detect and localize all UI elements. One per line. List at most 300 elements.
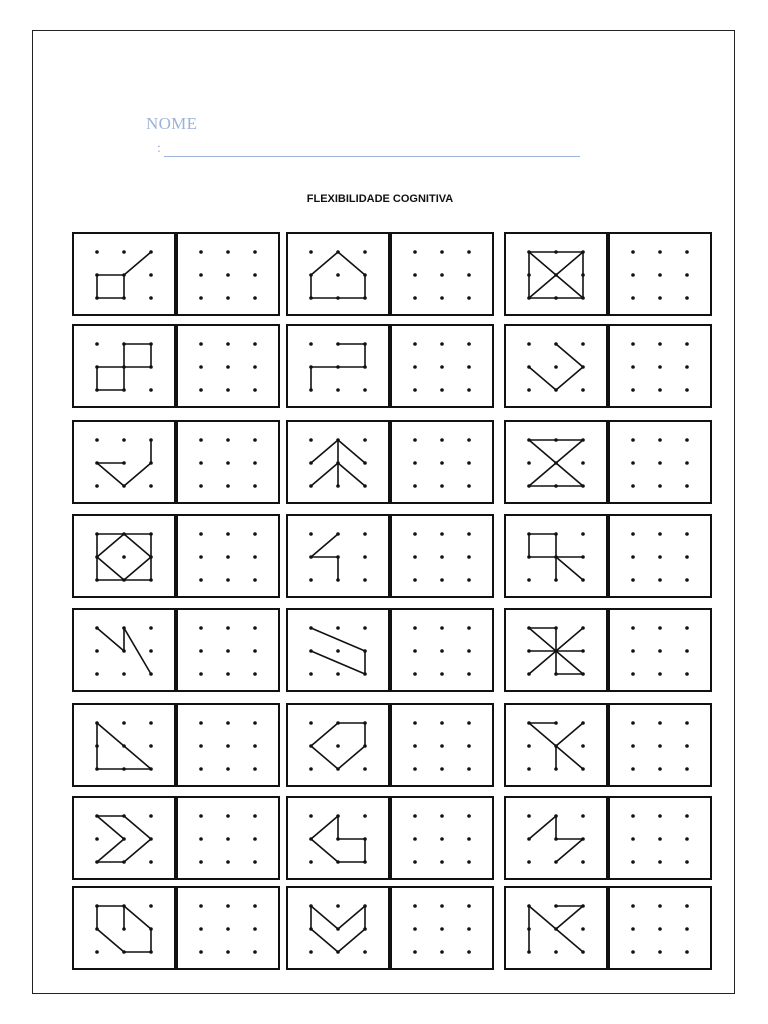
- grid-dot: [467, 626, 471, 630]
- grid-dot: [631, 744, 635, 748]
- answer-box-r5c1[interactable]: [177, 609, 279, 691]
- grid-dot: [467, 649, 471, 653]
- grid-dot: [554, 950, 558, 954]
- grid-dot: [631, 342, 635, 346]
- grid-dot: [226, 814, 230, 818]
- grid-dot: [309, 438, 313, 442]
- model-box-r8c2: [287, 887, 389, 969]
- grid-dot: [685, 365, 689, 369]
- answer-box-r7c2[interactable]: [391, 797, 493, 879]
- grid-dot: [440, 927, 444, 931]
- grid-dot: [631, 578, 635, 582]
- grid-dot: [413, 927, 417, 931]
- grid-dot: [413, 273, 417, 277]
- model-box-r3c2: [287, 421, 389, 503]
- grid-dot: [336, 388, 340, 392]
- grid-dot: [631, 626, 635, 630]
- grid-dot: [527, 461, 531, 465]
- grid-dot: [467, 296, 471, 300]
- grid-dot: [413, 532, 417, 536]
- grid-dot: [226, 484, 230, 488]
- grid-dot: [336, 626, 340, 630]
- grid-dot: [685, 927, 689, 931]
- grid-dot: [440, 461, 444, 465]
- grid-dot: [685, 837, 689, 841]
- grid-dot: [467, 837, 471, 841]
- grid-dot: [413, 950, 417, 954]
- grid-dot: [413, 555, 417, 559]
- grid-dot: [631, 814, 635, 818]
- grid-dot: [253, 767, 257, 771]
- answer-box-r1c2[interactable]: [391, 233, 493, 315]
- model-box-r4c1: [73, 515, 175, 597]
- grid-dot: [199, 860, 203, 864]
- grid-dot: [631, 927, 635, 931]
- model-box-r1c3: [505, 233, 607, 315]
- grid-dot: [336, 649, 340, 653]
- grid-dot: [199, 555, 203, 559]
- grid-dot: [95, 649, 99, 653]
- grid-dot: [467, 950, 471, 954]
- grid-dot: [554, 365, 558, 369]
- grid-dot: [413, 365, 417, 369]
- grid-dot: [440, 438, 444, 442]
- grid-dot: [363, 814, 367, 818]
- grid-dot: [527, 767, 531, 771]
- answer-box-r8c3[interactable]: [609, 887, 711, 969]
- grid-dot: [199, 814, 203, 818]
- grid-dot: [527, 814, 531, 818]
- grid-dot: [658, 860, 662, 864]
- grid-dot: [467, 250, 471, 254]
- grid-dot: [685, 578, 689, 582]
- answer-box-r3c1[interactable]: [177, 421, 279, 503]
- grid-dot: [253, 532, 257, 536]
- grid-dot: [527, 860, 531, 864]
- grid-dot: [631, 904, 635, 908]
- answer-box-r2c3[interactable]: [609, 325, 711, 407]
- grid-dot: [253, 814, 257, 818]
- grid-dot: [199, 767, 203, 771]
- grid-dot: [658, 837, 662, 841]
- grid-dot: [253, 273, 257, 277]
- grid-dot: [363, 767, 367, 771]
- grid-dot: [685, 250, 689, 254]
- grid-dot: [253, 860, 257, 864]
- grid-dot: [149, 860, 153, 864]
- grid-dot: [309, 721, 313, 725]
- grid-dot: [440, 296, 444, 300]
- grid-dot: [336, 273, 340, 277]
- grid-dot: [467, 365, 471, 369]
- grid-dot: [363, 388, 367, 392]
- grid-dot: [631, 250, 635, 254]
- grid-dot: [467, 721, 471, 725]
- grid-dot: [413, 388, 417, 392]
- grid-dot: [413, 744, 417, 748]
- grid-dot: [149, 744, 153, 748]
- model-box-r8c3: [505, 887, 607, 969]
- grid-dot: [685, 461, 689, 465]
- grid-dot: [199, 837, 203, 841]
- grid-dot: [122, 721, 126, 725]
- grid-dot: [440, 342, 444, 346]
- grid-dot: [685, 672, 689, 676]
- answer-box-r2c2[interactable]: [391, 325, 493, 407]
- grid-dot: [253, 461, 257, 465]
- grid-dot: [440, 484, 444, 488]
- grid-dot: [253, 342, 257, 346]
- grid-dot: [658, 649, 662, 653]
- grid-dot: [631, 721, 635, 725]
- grid-dot: [309, 532, 313, 536]
- grid-dot: [467, 273, 471, 277]
- grid-dot: [199, 744, 203, 748]
- grid-dot: [658, 672, 662, 676]
- grid-dot: [226, 904, 230, 908]
- grid-dot: [309, 767, 313, 771]
- grid-dot: [253, 837, 257, 841]
- answer-box-r3c2[interactable]: [391, 421, 493, 503]
- grid-dot: [149, 388, 153, 392]
- model-box-r7c1: [73, 797, 175, 879]
- grid-dot: [685, 532, 689, 536]
- grid-dot: [440, 578, 444, 582]
- grid-dot: [413, 814, 417, 818]
- grid-dot: [413, 296, 417, 300]
- answer-box-r8c2[interactable]: [391, 887, 493, 969]
- grid-dot: [95, 438, 99, 442]
- grid-dot: [440, 860, 444, 864]
- grid-dot: [685, 296, 689, 300]
- worksheet-title: FLEXIBILIDADE COGNITIVA: [306, 193, 454, 205]
- grid-dot: [149, 626, 153, 630]
- grid-dot: [581, 814, 585, 818]
- grid-dot: [413, 342, 417, 346]
- grid-dot: [253, 388, 257, 392]
- grid-dot: [199, 438, 203, 442]
- grid-dot: [658, 904, 662, 908]
- grid-dot: [226, 744, 230, 748]
- grid-dot: [467, 532, 471, 536]
- grid-dot: [440, 532, 444, 536]
- grid-dot: [253, 904, 257, 908]
- grid-dot: [440, 814, 444, 818]
- grid-dot: [413, 904, 417, 908]
- grid-dot: [199, 461, 203, 465]
- model-box-r6c1: [73, 704, 175, 786]
- grid-dot: [226, 837, 230, 841]
- grid-dot: [440, 365, 444, 369]
- grid-dot: [253, 626, 257, 630]
- grid-dot: [309, 950, 313, 954]
- answer-box-r4c2[interactable]: [391, 515, 493, 597]
- grid-dot: [658, 555, 662, 559]
- grid-dot: [685, 744, 689, 748]
- grid-dot: [631, 767, 635, 771]
- grid-dot: [199, 578, 203, 582]
- grid-dot: [685, 814, 689, 818]
- grid-dot: [413, 626, 417, 630]
- grid-dot: [581, 461, 585, 465]
- model-box-r5c1: [73, 609, 175, 691]
- grid-dot: [685, 438, 689, 442]
- grid-dot: [253, 250, 257, 254]
- answer-box-r6c2[interactable]: [391, 704, 493, 786]
- grid-dot: [581, 342, 585, 346]
- grid-dot: [253, 927, 257, 931]
- grid-dot: [253, 578, 257, 582]
- grid-dot: [685, 484, 689, 488]
- grid-dot: [658, 927, 662, 931]
- grid-dot: [199, 626, 203, 630]
- grid-dot: [581, 532, 585, 536]
- grid-dot: [95, 484, 99, 488]
- grid-dot: [658, 342, 662, 346]
- grid-dot: [467, 904, 471, 908]
- grid-dot: [631, 365, 635, 369]
- grid-dot: [199, 388, 203, 392]
- grid-dot: [631, 860, 635, 864]
- grid-dot: [199, 532, 203, 536]
- grid-dot: [527, 388, 531, 392]
- grid-dot: [199, 273, 203, 277]
- grid-dot: [467, 860, 471, 864]
- grid-dot: [149, 814, 153, 818]
- grid-dot: [440, 250, 444, 254]
- grid-dot: [658, 578, 662, 582]
- grid-dot: [658, 721, 662, 725]
- grid-dot: [253, 950, 257, 954]
- grid-dot: [440, 837, 444, 841]
- grid-dot: [658, 626, 662, 630]
- model-box-r4c3: [505, 515, 607, 597]
- grid-dot: [226, 767, 230, 771]
- grid-dot: [226, 555, 230, 559]
- grid-dot: [413, 484, 417, 488]
- grid-dot: [122, 672, 126, 676]
- grid-dot: [685, 342, 689, 346]
- grid-dot: [199, 672, 203, 676]
- grid-dot: [336, 904, 340, 908]
- grid-dot: [685, 388, 689, 392]
- model-box-r5c3: [505, 609, 607, 691]
- grid-dot: [122, 555, 126, 559]
- grid-dot: [413, 721, 417, 725]
- grid-dot: [199, 296, 203, 300]
- grid-dot: [467, 927, 471, 931]
- answer-box-r1c1[interactable]: [177, 233, 279, 315]
- grid-dot: [658, 438, 662, 442]
- grid-dot: [253, 744, 257, 748]
- grid-dot: [253, 721, 257, 725]
- grid-dot: [467, 672, 471, 676]
- grid-dot: [95, 837, 99, 841]
- grid-dot: [658, 484, 662, 488]
- grid-dot: [226, 578, 230, 582]
- model-box-r7c2: [287, 797, 389, 879]
- grid-dot: [631, 672, 635, 676]
- model-box-r6c3: [505, 704, 607, 786]
- grid-dot: [226, 365, 230, 369]
- grid-dot: [226, 438, 230, 442]
- grid-dot: [122, 250, 126, 254]
- grid-dot: [226, 927, 230, 931]
- answer-box-r4c3[interactable]: [609, 515, 711, 597]
- grid-dot: [658, 273, 662, 277]
- answer-box-r4c1[interactable]: [177, 515, 279, 597]
- grid-dot: [527, 342, 531, 346]
- grid-dot: [658, 950, 662, 954]
- grid-dot: [226, 860, 230, 864]
- grid-dot: [413, 438, 417, 442]
- grid-dot: [631, 484, 635, 488]
- answer-box-r7c3[interactable]: [609, 797, 711, 879]
- grid-dot: [253, 672, 257, 676]
- grid-dot: [226, 296, 230, 300]
- grid-dot: [658, 744, 662, 748]
- grid-dot: [631, 950, 635, 954]
- answer-box-r1c3[interactable]: [609, 233, 711, 315]
- grid-dot: [631, 388, 635, 392]
- model-box-r1c1: [73, 233, 175, 315]
- grid-dot: [413, 837, 417, 841]
- grid-dot: [253, 296, 257, 300]
- grid-dot: [658, 532, 662, 536]
- grid-dot: [581, 927, 585, 931]
- model-box-r2c1: [73, 325, 175, 407]
- grid-dot: [413, 860, 417, 864]
- answer-box-r2c1[interactable]: [177, 325, 279, 407]
- grid-dot: [440, 273, 444, 277]
- grid-dot: [413, 767, 417, 771]
- grid-dot: [413, 250, 417, 254]
- grid-dot: [631, 438, 635, 442]
- grid-dot: [226, 721, 230, 725]
- answer-box-r7c1[interactable]: [177, 797, 279, 879]
- grid-dot: [581, 388, 585, 392]
- grid-dot: [685, 860, 689, 864]
- grid-dot: [467, 484, 471, 488]
- grid-dot: [658, 365, 662, 369]
- name-colon: :: [157, 141, 161, 156]
- grid-dot: [631, 532, 635, 536]
- grid-dot: [336, 672, 340, 676]
- grid-dot: [226, 649, 230, 653]
- model-box-r6c2: [287, 704, 389, 786]
- grid-dot: [363, 250, 367, 254]
- grid-dot: [658, 461, 662, 465]
- grid-dot: [440, 744, 444, 748]
- model-box-r3c3: [505, 421, 607, 503]
- grid-dot: [685, 626, 689, 630]
- grid-dot: [226, 461, 230, 465]
- grid-dot: [467, 814, 471, 818]
- grid-dot: [440, 649, 444, 653]
- model-box-r4c2: [287, 515, 389, 597]
- grid-dot: [658, 296, 662, 300]
- grid-dot: [226, 950, 230, 954]
- grid-dot: [309, 814, 313, 818]
- model-box-r1c2: [287, 233, 389, 315]
- grid-dot: [199, 950, 203, 954]
- grid-dot: [149, 484, 153, 488]
- grid-dot: [440, 721, 444, 725]
- grid-dot: [440, 555, 444, 559]
- grid-dot: [363, 578, 367, 582]
- grid-dot: [581, 744, 585, 748]
- grid-dot: [413, 461, 417, 465]
- grid-dot: [226, 342, 230, 346]
- grid-dot: [467, 461, 471, 465]
- grid-dot: [631, 555, 635, 559]
- grid-dot: [413, 578, 417, 582]
- grid-dot: [95, 950, 99, 954]
- grid-dot: [440, 767, 444, 771]
- model-box-r5c2: [287, 609, 389, 691]
- answer-box-r5c3[interactable]: [609, 609, 711, 691]
- grid-dot: [631, 296, 635, 300]
- name-label: NOME: [146, 114, 198, 133]
- grid-dot: [467, 578, 471, 582]
- grid-dot: [95, 250, 99, 254]
- grid-dot: [363, 555, 367, 559]
- grid-dot: [226, 250, 230, 254]
- answer-box-r5c2[interactable]: [391, 609, 493, 691]
- grid-dot: [631, 273, 635, 277]
- grid-dot: [527, 744, 531, 748]
- grid-dot: [226, 626, 230, 630]
- grid-dot: [149, 904, 153, 908]
- grid-dot: [685, 649, 689, 653]
- grid-dot: [226, 532, 230, 536]
- grid-dot: [527, 578, 531, 582]
- grid-dot: [253, 484, 257, 488]
- grid-dot: [440, 904, 444, 908]
- model-box-r7c3: [505, 797, 607, 879]
- answer-box-r6c3[interactable]: [609, 704, 711, 786]
- grid-dot: [309, 250, 313, 254]
- grid-dot: [199, 649, 203, 653]
- grid-dot: [226, 388, 230, 392]
- grid-dot: [253, 555, 257, 559]
- answer-box-r6c1[interactable]: [177, 704, 279, 786]
- answer-box-r3c3[interactable]: [609, 421, 711, 503]
- grid-dot: [685, 767, 689, 771]
- grid-dot: [631, 461, 635, 465]
- grid-dot: [309, 578, 313, 582]
- grid-dot: [95, 672, 99, 676]
- grid-dot: [253, 649, 257, 653]
- grid-dot: [467, 767, 471, 771]
- grid-dot: [363, 626, 367, 630]
- grid-dot: [467, 342, 471, 346]
- grid-dot: [149, 721, 153, 725]
- grid-dot: [199, 927, 203, 931]
- grid-dot: [253, 438, 257, 442]
- grid-dot: [467, 555, 471, 559]
- grid-dot: [95, 342, 99, 346]
- grid-dot: [199, 365, 203, 369]
- grid-dot: [253, 365, 257, 369]
- grid-dot: [440, 950, 444, 954]
- grid-dot: [199, 904, 203, 908]
- grid-dot: [226, 672, 230, 676]
- grid-dot: [413, 649, 417, 653]
- grid-dot: [467, 744, 471, 748]
- answer-box-r8c1[interactable]: [177, 887, 279, 969]
- grid-dot: [309, 342, 313, 346]
